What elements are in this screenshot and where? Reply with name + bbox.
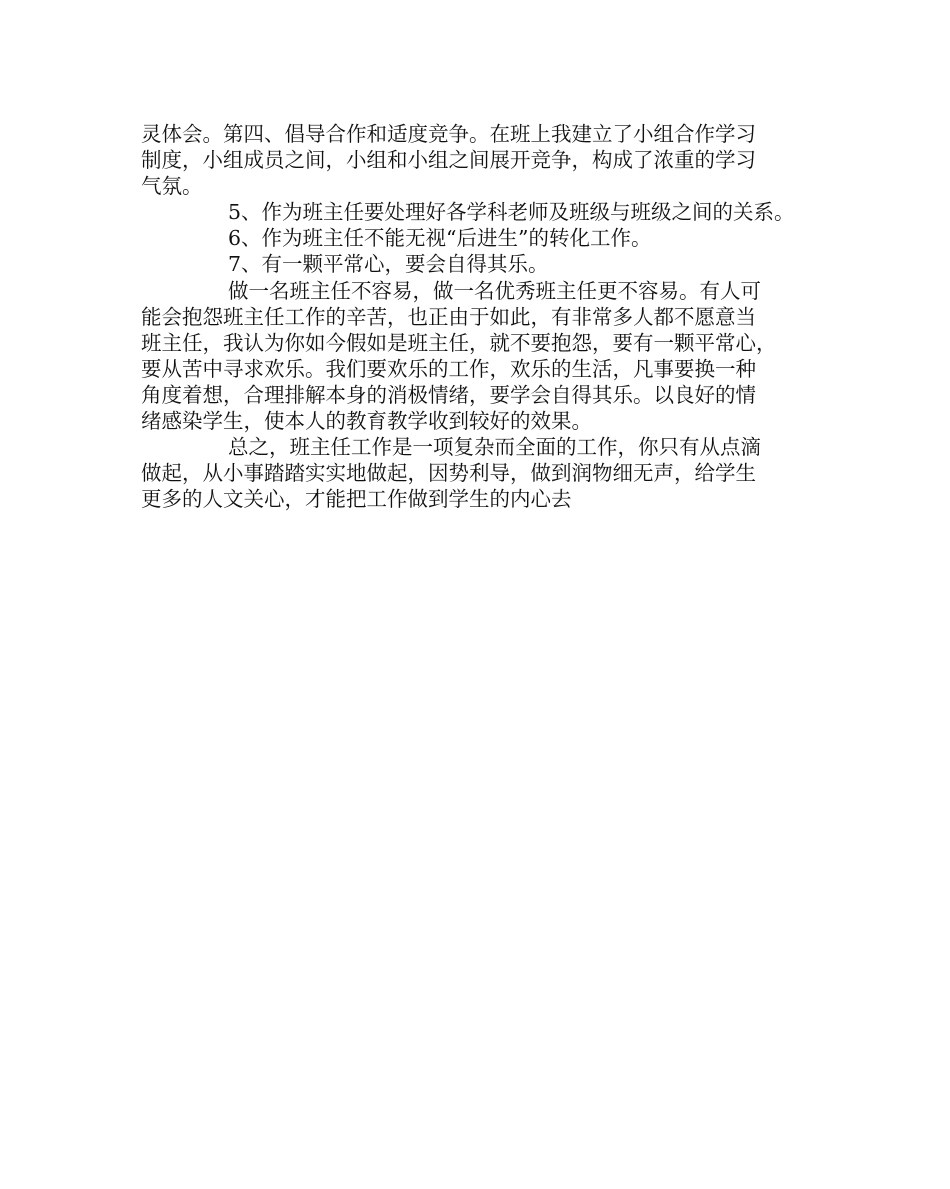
text-line: 角度着想，合理排解本身的消极情绪，要学会自得其乐。以良好的情 xyxy=(141,382,756,407)
text-line: 班主任，我认为你如今假如是班主任，就不要抱怨，要有一颗平常心， xyxy=(141,330,777,355)
text-line: 灵体会。第四、倡导合作和适度竞争。在班上我建立了小组合作学习 xyxy=(141,122,756,146)
text-line: 能会抱怨班主任工作的辛苦，也正由于如此，有非常多人都不愿意当 xyxy=(141,304,756,329)
text-line: 绪感染学生，使本人的教育教学收到较好的效果。 xyxy=(141,409,592,434)
list-item-7: 7、有一颗平常心，要会自得其乐。 xyxy=(228,252,549,277)
text-line: 气氛。 xyxy=(141,174,203,199)
list-item-6: 6、作为班主任不能无视“后进生”的转化工作。 xyxy=(228,226,652,251)
text-line: 要从苦中寻求欢乐。我们要欢乐的工作，欢乐的生活，凡事要换一种 xyxy=(141,356,756,381)
paragraph-start: 做一名班主任不容易，做一名优秀班主任更不容易。有人可 xyxy=(228,278,761,303)
text-line: 做起，从小事踏踏实实地做起，因势利导，做到润物细无声，给学生 xyxy=(141,461,756,486)
text-line: 更多的人文关心，才能把工作做到学生的内心去 xyxy=(141,487,572,512)
text-line: 制度，小组成员之间，小组和小组之间展开竞争，构成了浓重的学习 xyxy=(141,148,756,173)
list-item-5: 5、作为班主任要处理好各学科老师及班级与班级之间的关系。 xyxy=(228,200,795,225)
paragraph-start: 总之，班主任工作是一项复杂而全面的工作，你只有从点滴 xyxy=(228,435,761,460)
body-text xyxy=(141,121,831,512)
